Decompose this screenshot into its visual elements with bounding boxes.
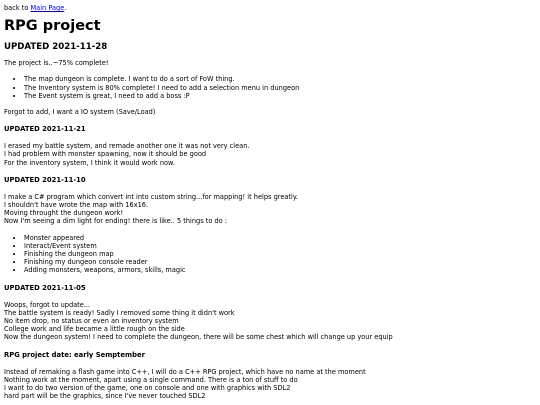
update-heading-2021-11-10: UPDATED 2021-11-10 <box>4 175 86 184</box>
update-3-list <box>4 234 536 275</box>
list-item: • Interact/Event system <box>24 242 536 250</box>
project-date-heading: RPG project date: early Semptember <box>4 350 145 359</box>
list-item: • The Event system is great, I need to add a boss :P <box>24 92 536 100</box>
list-item: • Finishing the dungeon map <box>24 250 536 258</box>
project-date-text <box>4 368 536 401</box>
back-nav <box>4 4 536 12</box>
text-line: The battle system is ready! Sadly I removed some thing it didn't work <box>4 308 235 317</box>
text-line: Now the dungeon system! I need to complete the dungeon, there will be some chest which will change up your equip <box>4 333 393 342</box>
text-line: Instead of remaking a flash game into C++, I will do a C++ RPG project, which have no name at the moment <box>4 367 366 376</box>
update-heading-2021-11-28: UPDATED 2021-11-28 <box>4 42 108 53</box>
text-line: I make a C# program which convert int into custom string...for mapping! it helps greatly. <box>4 192 298 201</box>
main-page-link[interactable]: Main Page <box>30 4 65 12</box>
text-line: Now I'm seeing a dim light for ending! there is like.. 5 things to do : <box>4 217 228 226</box>
update-note: Forgot to add, I want a IO system (Save/Load) <box>4 108 156 117</box>
text-line: I want to do two version of the game, one on console and one with graphics with SDL2 <box>4 384 291 393</box>
back-suffix: . <box>64 4 67 12</box>
page-title: RPG project <box>4 18 101 35</box>
list-item: • Adding monsters, weapons, armors, skills, magic <box>24 266 536 274</box>
list-item: • The Inventory system is 80% complete! I need to add a selection menu in dungeon <box>24 84 536 92</box>
update-heading-2021-11-05: UPDATED 2021-11-05 <box>4 283 86 292</box>
text-line: Nothing work at the moment, apart using a single command. There is a ton of stuff to do <box>4 375 298 384</box>
update-intro: The project is..~75% complete! <box>4 59 109 68</box>
update-3-text <box>4 193 536 226</box>
text-line: I had problem with monster spawning, now it should be good <box>4 150 207 159</box>
list-item: • Monster appeared <box>24 234 536 242</box>
text-line: hard part will be the graphics, since I've never touched SDL2 <box>4 392 206 401</box>
list-item: • Finishing my dungeon console reader <box>24 258 536 266</box>
list-item: • The map dungeon is complete. I want to do a sort of FoW thing. <box>24 75 536 83</box>
text-line: For the inventory system, I think it would work now. <box>4 158 175 167</box>
update-4-text <box>4 301 536 342</box>
text-line: College work and life became a little rough on the side <box>4 325 185 334</box>
update-1-list <box>4 75 536 100</box>
text-line: Woops, forgot to update... <box>4 300 91 309</box>
text-line: Moving throught the dungeon work! <box>4 209 124 218</box>
text-line: No item drop, no status or even an inventory system <box>4 317 179 326</box>
back-prefix: back to <box>4 4 31 12</box>
text-line: I erased my battle system, and remade another one it was not very clean. <box>4 142 250 151</box>
update-2-text <box>4 142 536 167</box>
text-line: I shouldn't have wrote the map with 16x16. <box>4 201 149 210</box>
update-heading-2021-11-21: UPDATED 2021-11-21 <box>4 125 86 134</box>
